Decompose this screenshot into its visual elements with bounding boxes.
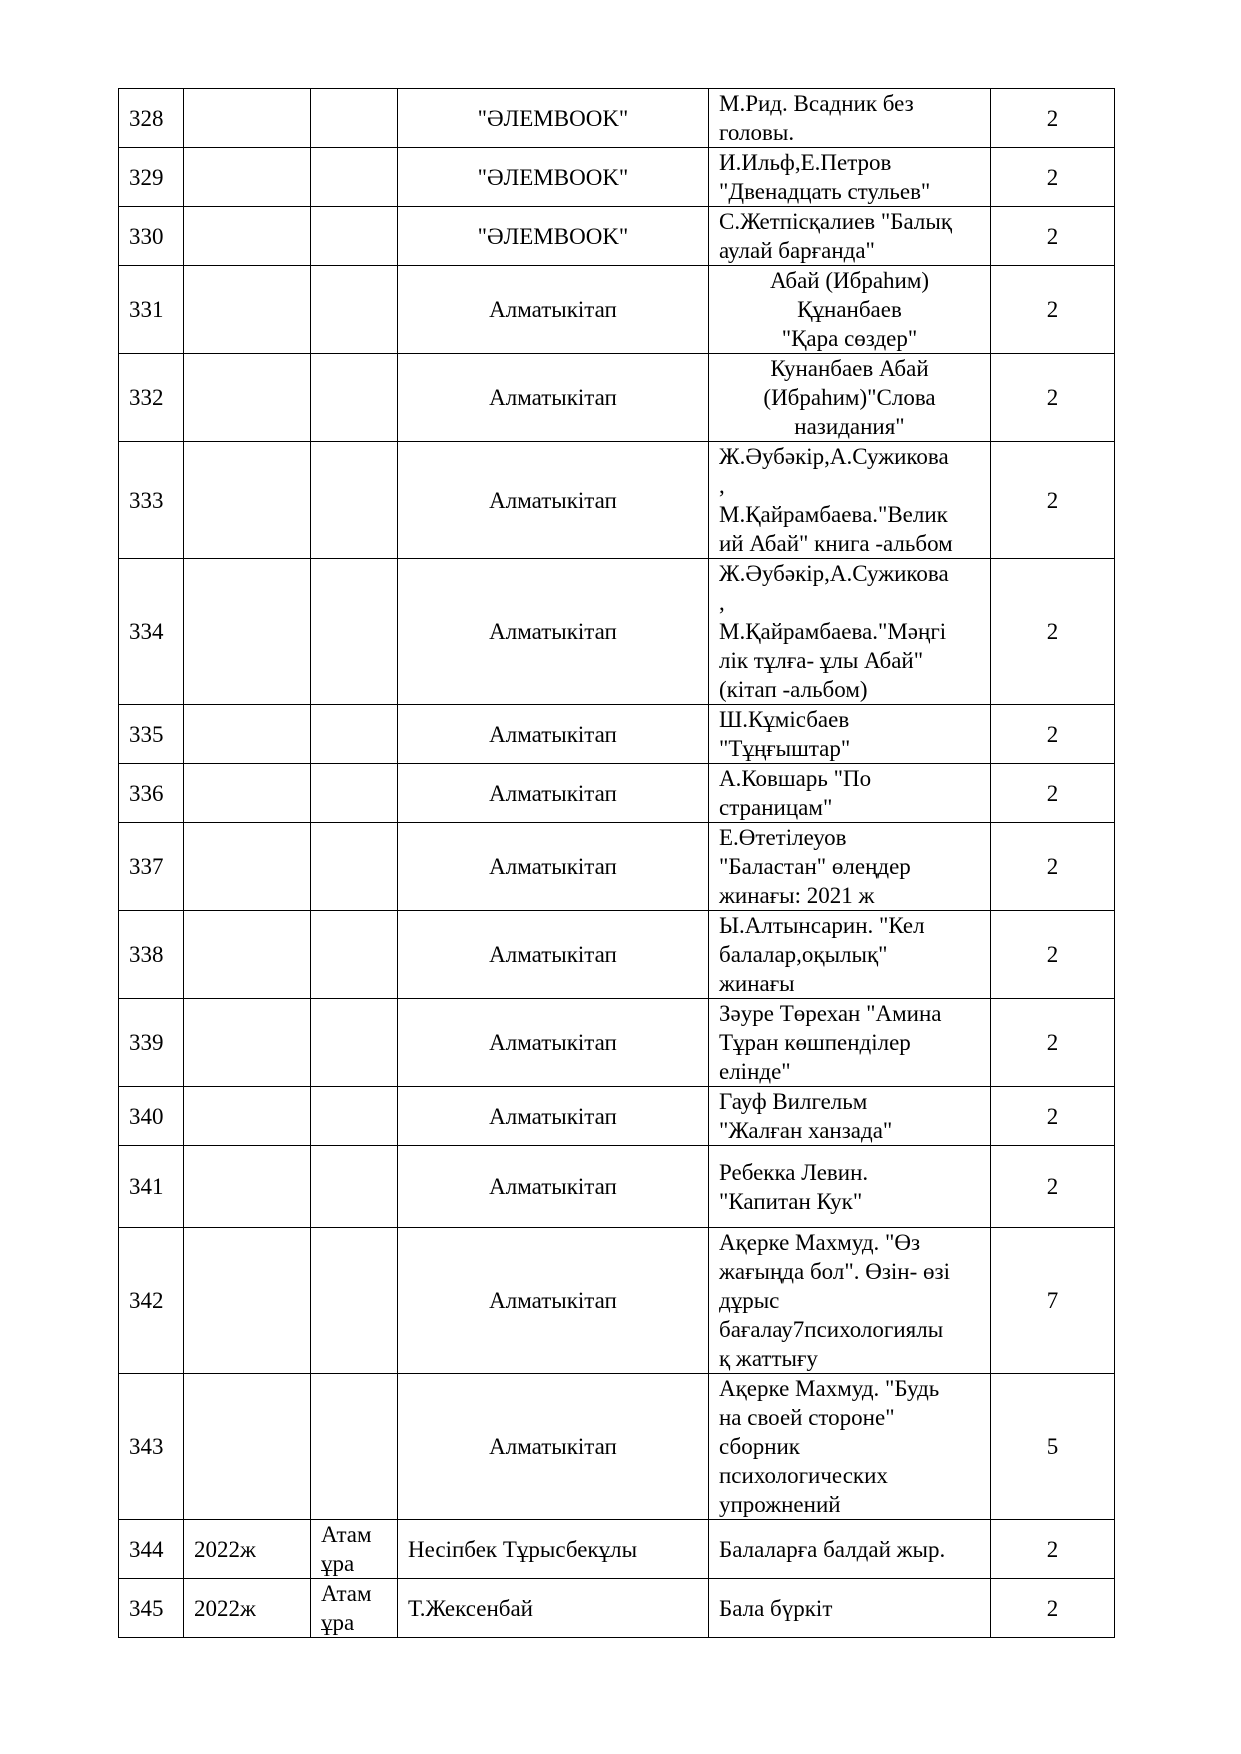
row-number: 341: [119, 1146, 184, 1228]
row-title: М.Рид. Всадник без головы.: [709, 89, 991, 148]
table-row: [119, 1087, 1115, 1146]
row-number: 342: [119, 1228, 184, 1374]
row-type: [311, 207, 398, 266]
row-type: [311, 1146, 398, 1228]
row-publisher: Т.Жексенбай: [398, 1579, 709, 1638]
row-publisher: Алматыкітап: [398, 354, 709, 442]
row-quantity: 2: [991, 1520, 1115, 1579]
row-number: 343: [119, 1374, 184, 1520]
row-title: С.Жетпісқалиев "Балық аулай барғанда": [709, 207, 991, 266]
row-type: [311, 266, 398, 354]
table-row: [119, 266, 1115, 354]
books-table-body: [119, 89, 1115, 1638]
row-type: [311, 148, 398, 207]
table-row: [119, 911, 1115, 999]
row-quantity: 2: [991, 266, 1115, 354]
row-title: Балаларға балдай жыр.: [709, 1520, 991, 1579]
row-year: [184, 705, 311, 764]
row-year: 2022ж: [184, 1520, 311, 1579]
table-row: [119, 823, 1115, 911]
row-year: [184, 148, 311, 207]
row-publisher: "ӘЛЕМBOOK": [398, 148, 709, 207]
row-year: [184, 354, 311, 442]
row-year: [184, 442, 311, 559]
row-title: Бала бүркіт: [709, 1579, 991, 1638]
row-year: [184, 1087, 311, 1146]
row-year: [184, 266, 311, 354]
row-number: 329: [119, 148, 184, 207]
table-row: [119, 1146, 1115, 1228]
table-row: [119, 89, 1115, 148]
row-type: [311, 1374, 398, 1520]
row-number: 328: [119, 89, 184, 148]
row-year: [184, 1146, 311, 1228]
table-row: [119, 148, 1115, 207]
table-row: [119, 207, 1115, 266]
row-title: И.Ильф,Е.Петров "Двенадцать стульев": [709, 148, 991, 207]
row-title: Ы.Алтынсарин. "Кел балалар,оқылық" жинағы: [709, 911, 991, 999]
row-year: [184, 823, 311, 911]
row-publisher: Алматыкітап: [398, 1228, 709, 1374]
row-publisher: Алматыкітап: [398, 266, 709, 354]
row-quantity: 2: [991, 442, 1115, 559]
row-title: Е.Өтетілеуов "Баластан" өлеңдер жинағы: 2021 ж: [709, 823, 991, 911]
table-row: [119, 442, 1115, 559]
row-publisher: Несіпбек Тұрысбекұлы: [398, 1520, 709, 1579]
row-year: [184, 559, 311, 705]
row-number: 336: [119, 764, 184, 823]
row-number: 344: [119, 1520, 184, 1579]
row-number: 337: [119, 823, 184, 911]
row-number: 334: [119, 559, 184, 705]
row-publisher: Алматыкітап: [398, 764, 709, 823]
table-row: [119, 764, 1115, 823]
row-title: Ш.Кұмісбаев "Тұңғыштар": [709, 705, 991, 764]
row-type: [311, 89, 398, 148]
row-number: 332: [119, 354, 184, 442]
row-quantity: 2: [991, 705, 1115, 764]
table-row: [119, 1579, 1115, 1638]
row-year: [184, 911, 311, 999]
row-type: [311, 705, 398, 764]
row-title: Зәуре Төрехан "Амина Тұран көшпенділер елінде": [709, 999, 991, 1087]
row-title: Ребекка Левин. "Капитан Кук": [709, 1146, 991, 1228]
row-type: Атам ұра: [311, 1579, 398, 1638]
table-row: [119, 999, 1115, 1087]
row-year: [184, 1374, 311, 1520]
row-type: [311, 354, 398, 442]
row-quantity: 2: [991, 89, 1115, 148]
row-publisher: Алматыкітап: [398, 911, 709, 999]
row-number: 335: [119, 705, 184, 764]
row-quantity: 2: [991, 207, 1115, 266]
table-row: [119, 705, 1115, 764]
row-type: [311, 442, 398, 559]
row-number: 330: [119, 207, 184, 266]
row-number: 333: [119, 442, 184, 559]
row-quantity: 2: [991, 1087, 1115, 1146]
row-type: [311, 1087, 398, 1146]
row-publisher: Алматыкітап: [398, 1087, 709, 1146]
row-quantity: 2: [991, 764, 1115, 823]
row-title: Ақерке Махмуд. "Өз жағыңда бол". Өзін- өзі дұрыс бағалау7психологиялы қ жаттығу: [709, 1228, 991, 1374]
row-type: [311, 764, 398, 823]
row-publisher: Алматыкітап: [398, 823, 709, 911]
table-row: [119, 1228, 1115, 1374]
row-quantity: 2: [991, 1146, 1115, 1228]
row-type: [311, 911, 398, 999]
row-publisher: Алматыкітап: [398, 1146, 709, 1228]
table-row: [119, 1374, 1115, 1520]
row-quantity: 5: [991, 1374, 1115, 1520]
row-year: [184, 89, 311, 148]
row-quantity: 2: [991, 911, 1115, 999]
row-publisher: Алматыкітап: [398, 705, 709, 764]
row-title: А.Ковшарь "По страницам": [709, 764, 991, 823]
row-number: 338: [119, 911, 184, 999]
row-title: Абай (Ибраһим) Құнанбаев "Қара сөздер": [709, 266, 991, 354]
table-row: [119, 1520, 1115, 1579]
row-year: [184, 207, 311, 266]
row-number: 331: [119, 266, 184, 354]
row-title: Ж.Әубәкір,А.Сужикова , М.Қайрамбаева."Велик ий Абай" книга -альбом: [709, 442, 991, 559]
row-type: [311, 823, 398, 911]
row-quantity: 7: [991, 1228, 1115, 1374]
row-publisher: Алматыкітап: [398, 1374, 709, 1520]
row-year: [184, 999, 311, 1087]
row-quantity: 2: [991, 354, 1115, 442]
row-publisher: Алматыкітап: [398, 442, 709, 559]
row-number: 345: [119, 1579, 184, 1638]
row-number: 340: [119, 1087, 184, 1146]
row-quantity: 2: [991, 999, 1115, 1087]
row-year: [184, 764, 311, 823]
row-year: 2022ж: [184, 1579, 311, 1638]
row-year: [184, 1228, 311, 1374]
row-quantity: 2: [991, 559, 1115, 705]
row-type: [311, 999, 398, 1087]
row-type: Атам ұра: [311, 1520, 398, 1579]
row-publisher: Алматыкітап: [398, 559, 709, 705]
row-publisher: "ӘЛЕМBOOK": [398, 207, 709, 266]
row-title: Ақерке Махмуд. "Будь на своей стороне" сборник психологических упрожнений: [709, 1374, 991, 1520]
row-publisher: Алматыкітап: [398, 999, 709, 1087]
row-quantity: 2: [991, 823, 1115, 911]
row-title: Кунанбаев Абай (Ибраһим)"Слова назидания": [709, 354, 991, 442]
row-publisher: "ӘЛЕМBOOK": [398, 89, 709, 148]
books-table: [118, 88, 1115, 1638]
row-number: 339: [119, 999, 184, 1087]
table-row: [119, 559, 1115, 705]
row-type: [311, 559, 398, 705]
table-row: [119, 354, 1115, 442]
row-type: [311, 1228, 398, 1374]
row-title: Ж.Әубәкір,А.Сужикова , М.Қайрамбаева."Мәңгі лік тұлға- ұлы Абай" (кітап -альбом): [709, 559, 991, 705]
row-title: Гауф Вилгельм "Жалған ханзада": [709, 1087, 991, 1146]
row-quantity: 2: [991, 1579, 1115, 1638]
row-quantity: 2: [991, 148, 1115, 207]
